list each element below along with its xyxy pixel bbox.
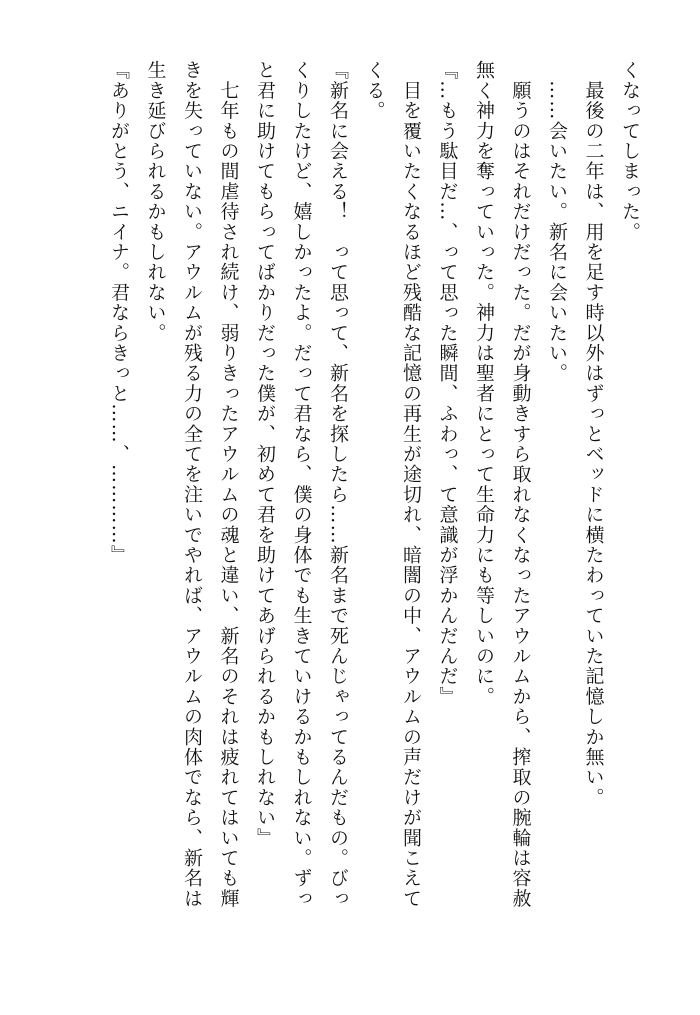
text-line: 無く神力を奪っていった。神力は聖者にとって生命力にも等しいのに。 bbox=[473, 60, 495, 707]
text-line: くる。 bbox=[363, 60, 386, 121]
vertical-text-body bbox=[36, 60, 648, 960]
text-line: くなってしまった。 bbox=[619, 60, 641, 242]
text-line: 七年もの間虐待され続け、弱りきったアウルムの魂と違い、新名のそれは疲れてはいても輝 bbox=[217, 60, 240, 909]
text-line: ……会いたい。新名に会いたい。 bbox=[546, 60, 568, 384]
text-line: きを失っていない。アウルムが残る力の全てを注いでやれば、アウルムの肉体でなら、新名は bbox=[181, 60, 203, 909]
text-line: 『ありがとう、ニイナ。君ならきっと……、…………』 bbox=[108, 60, 130, 565]
text-line: と君に助けてもらってばかりだった僕が、初めて君を助けてあげられるかもしれない』 bbox=[254, 60, 276, 848]
text-line: 願うのはそれだけだった。だが身動きすら取れなくなったアウルムから、搾取の腕輪は容赦 bbox=[509, 60, 532, 909]
text-line: 『…もう駄目だ…、って思った瞬間、ふわっ、て意識が浮かんだんだ』 bbox=[436, 60, 459, 707]
text-line: くりしたけど、嬉しかったよ。だって君なら、僕の身体でも生きていけるかもしれない。ずっ bbox=[290, 60, 313, 909]
text-line: 『新名に会える！ って思って、新名を探したら……新名まで死んじゃってるんだもの。びっ bbox=[327, 60, 349, 909]
text-line: 生き延びられるかもしれない。 bbox=[144, 60, 167, 343]
text-line: 最後の二年は、用を足す時以外はずっとベッドに横たわっていた記憶しか無い。 bbox=[582, 60, 605, 808]
text-line: 目を覆いたくなるほど残酷な記憶の再生が途切れ、暗闇の中、アウルムの声だけが聞こえて bbox=[400, 60, 422, 909]
